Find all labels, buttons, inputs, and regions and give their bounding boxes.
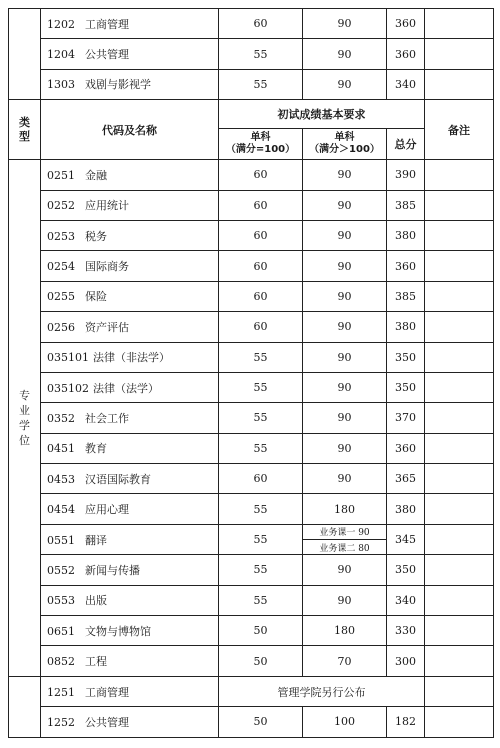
remarks-cell (425, 676, 494, 706)
single-score-over-100-cell: 90 (303, 190, 387, 220)
single-score-over-100-cell: 90 (303, 403, 387, 433)
table-row (9, 464, 494, 494)
code-name-cell (41, 9, 219, 39)
program-name: 戏剧与影视学 (85, 78, 151, 92)
code-name-cell (41, 524, 219, 554)
single-score-over-100-header-subtitle: （满分＞100） (309, 144, 380, 156)
single-score-over-100-cell: 90 (303, 160, 387, 190)
total-score-cell: 380 (387, 494, 425, 524)
program-code: 0651 (47, 624, 75, 638)
code-name-cell (41, 676, 219, 706)
type-header-text: 类型 (19, 115, 30, 143)
table-row (9, 312, 494, 342)
remarks-header: 备注 (425, 100, 494, 160)
table-row (9, 494, 494, 524)
total-score-cell: 340 (387, 585, 425, 615)
single-score-cell: 55 (219, 524, 303, 554)
total-score-cell: 350 (387, 342, 425, 372)
program-code: 0454 (47, 503, 75, 517)
code-name-cell (41, 312, 219, 342)
single-score-cell: 60 (219, 251, 303, 281)
score-table-body (9, 9, 494, 738)
single-score-over-100-header-title: 单科 (334, 132, 355, 144)
single-score-cell: 55 (219, 403, 303, 433)
program-name: 法律（法学） (93, 381, 159, 395)
single-score-cell: 55 (219, 69, 303, 99)
category-cell (9, 160, 41, 677)
single-score-over-100-cell: 90 (303, 372, 387, 402)
split-score-cell (303, 524, 387, 554)
program-code: 0252 (47, 199, 75, 213)
single-score-cell: 55 (219, 39, 303, 69)
single-score-over-100-cell: 90 (303, 585, 387, 615)
single-score-cell: 55 (219, 372, 303, 402)
remarks-cell (425, 9, 494, 39)
single-score-over-100-cell: 90 (303, 251, 387, 281)
single-score-header-subtitle: （满分=100） (225, 144, 296, 156)
program-name: 教育 (85, 442, 107, 456)
code-name-cell (41, 494, 219, 524)
single-score-cell: 50 (219, 646, 303, 676)
remarks-cell (425, 646, 494, 676)
remarks-cell (425, 707, 494, 737)
table-row (9, 9, 494, 39)
table-row (9, 342, 494, 372)
table-row (9, 616, 494, 646)
remarks-cell (425, 494, 494, 524)
program-name: 应用心理 (85, 503, 129, 517)
table-row (9, 69, 494, 99)
remarks-cell (425, 372, 494, 402)
program-code: 1303 (47, 78, 75, 92)
program-code: 0255 (47, 290, 75, 304)
single-score-over-100-cell: 90 (303, 69, 387, 99)
single-score-header-title: 单科 (250, 132, 271, 144)
total-score-cell: 370 (387, 403, 425, 433)
remarks-cell (425, 616, 494, 646)
remarks-cell (425, 524, 494, 554)
program-code: 1251 (47, 685, 75, 699)
remarks-cell (425, 220, 494, 250)
table-row (9, 39, 494, 69)
program-name: 公共管理 (85, 48, 129, 62)
code-name-cell (41, 555, 219, 585)
total-score-cell: 360 (387, 9, 425, 39)
total-header: 总分 (387, 129, 425, 160)
single-score-cell: 60 (219, 190, 303, 220)
program-name: 税务 (85, 229, 107, 243)
program-code: 0352 (47, 411, 75, 425)
program-name: 金融 (85, 168, 107, 182)
total-score-cell: 360 (387, 433, 425, 463)
single-score-over-100-cell: 90 (303, 9, 387, 39)
remarks-cell (425, 403, 494, 433)
total-score-cell: 360 (387, 251, 425, 281)
total-score-cell: 350 (387, 372, 425, 402)
single-score-header (219, 129, 303, 160)
code-name-header: 代码及名称 (41, 100, 219, 160)
single-score-over-100-header (303, 129, 387, 160)
single-score-over-100-cell: 90 (303, 39, 387, 69)
program-name: 国际商务 (85, 260, 129, 274)
single-score-over-100-cell: 90 (303, 281, 387, 311)
program-code: 0852 (47, 655, 75, 669)
program-code: 0256 (47, 320, 75, 334)
announcement-cell: 管理学院另行公布 (219, 676, 425, 706)
category-label: 专业学位 (19, 388, 30, 447)
code-name-cell (41, 372, 219, 402)
code-name-cell (41, 342, 219, 372)
table-row (9, 676, 494, 706)
single-score-cell: 60 (219, 281, 303, 311)
remarks-cell (425, 555, 494, 585)
total-score-cell: 340 (387, 69, 425, 99)
total-score-cell: 182 (387, 707, 425, 737)
score-requirements-header: 初试成绩基本要求 (219, 100, 425, 129)
single-score-cell: 60 (219, 160, 303, 190)
single-score-over-100-cell: 90 (303, 464, 387, 494)
single-score-over-100-cell: 180 (303, 494, 387, 524)
code-name-cell (41, 69, 219, 99)
program-name: 工商管理 (85, 17, 129, 31)
single-score-over-100-cell: 90 (303, 312, 387, 342)
code-name-cell (41, 585, 219, 615)
course-two-score: 业务课二 80 (319, 543, 370, 554)
program-name: 翻译 (85, 533, 107, 547)
code-name-cell (41, 707, 219, 737)
total-score-cell: 365 (387, 464, 425, 494)
code-name-cell (41, 464, 219, 494)
code-name-cell (41, 39, 219, 69)
total-score-cell: 390 (387, 160, 425, 190)
remarks-cell (425, 312, 494, 342)
table-row (9, 524, 494, 554)
code-name-cell (41, 433, 219, 463)
single-score-over-100-cell: 70 (303, 646, 387, 676)
program-name: 资产评估 (85, 320, 129, 334)
total-score-cell: 385 (387, 190, 425, 220)
single-score-cell: 55 (219, 433, 303, 463)
program-code: 1204 (47, 48, 75, 62)
total-score-cell: 345 (387, 524, 425, 554)
table-row (9, 585, 494, 615)
single-score-cell: 55 (219, 494, 303, 524)
total-score-cell: 380 (387, 220, 425, 250)
table-row (9, 372, 494, 402)
program-name: 出版 (85, 594, 107, 608)
program-code: 0253 (47, 229, 75, 243)
type-cell-blank (9, 676, 41, 737)
total-score-cell: 300 (387, 646, 425, 676)
single-score-cell: 55 (219, 555, 303, 585)
program-name: 工商管理 (85, 685, 129, 699)
remarks-cell (425, 251, 494, 281)
program-code: 1252 (47, 715, 75, 729)
remarks-cell (425, 342, 494, 372)
single-score-cell: 60 (219, 312, 303, 342)
single-score-over-100-cell: 90 (303, 433, 387, 463)
program-code: 035102 (47, 381, 89, 395)
course-one-score: 业务课一 90 (303, 525, 386, 540)
table-row (9, 707, 494, 737)
single-score-cell: 55 (219, 342, 303, 372)
table-row (9, 433, 494, 463)
code-name-cell (41, 646, 219, 676)
single-score-over-100-cell: 90 (303, 555, 387, 585)
program-name: 文物与博物馆 (85, 624, 151, 638)
single-score-cell: 50 (219, 616, 303, 646)
code-name-cell (41, 403, 219, 433)
program-code: 035101 (47, 351, 89, 365)
single-score-cell: 50 (219, 707, 303, 737)
program-code: 0251 (47, 168, 75, 182)
remarks-cell (425, 585, 494, 615)
program-code: 0553 (47, 594, 75, 608)
code-name-cell (41, 616, 219, 646)
program-code: 0551 (47, 533, 75, 547)
table-row (9, 281, 494, 311)
program-code: 0453 (47, 472, 75, 486)
program-name: 工程 (85, 655, 107, 669)
remarks-cell (425, 281, 494, 311)
single-score-cell: 55 (219, 585, 303, 615)
single-score-cell: 60 (219, 464, 303, 494)
table-row (9, 555, 494, 585)
total-score-cell: 350 (387, 555, 425, 585)
remarks-cell (425, 160, 494, 190)
total-score-cell: 330 (387, 616, 425, 646)
total-score-cell: 385 (387, 281, 425, 311)
single-score-over-100-cell: 90 (303, 342, 387, 372)
table-row (9, 160, 494, 190)
code-name-cell (41, 281, 219, 311)
remarks-cell (425, 190, 494, 220)
table-row (9, 190, 494, 220)
remarks-cell (425, 433, 494, 463)
single-score-over-100-cell: 90 (303, 220, 387, 250)
single-score-cell: 60 (219, 220, 303, 250)
program-code: 0552 (47, 563, 75, 577)
type-header (9, 100, 41, 160)
single-score-cell: 60 (219, 9, 303, 39)
program-name: 新闻与传播 (85, 563, 140, 577)
remarks-cell (425, 69, 494, 99)
score-table (8, 8, 494, 738)
program-code: 1202 (47, 17, 75, 31)
table-row (9, 403, 494, 433)
single-score-over-100-cell: 180 (303, 616, 387, 646)
code-name-cell (41, 220, 219, 250)
single-score-over-100-cell: 100 (303, 707, 387, 737)
remarks-cell (425, 39, 494, 69)
program-code: 0254 (47, 260, 75, 274)
code-name-cell (41, 160, 219, 190)
program-name: 公共管理 (85, 715, 129, 729)
total-score-cell: 360 (387, 39, 425, 69)
remarks-cell (425, 464, 494, 494)
table-row (9, 646, 494, 676)
table-row (9, 220, 494, 250)
code-name-cell (41, 190, 219, 220)
program-name: 保险 (85, 290, 107, 304)
program-name: 应用统计 (85, 199, 129, 213)
program-name: 法律（非法学） (93, 351, 170, 365)
table-row (9, 251, 494, 281)
code-name-cell (41, 251, 219, 281)
program-name: 汉语国际教育 (85, 472, 151, 486)
type-cell-blank (9, 9, 41, 100)
header-row (9, 100, 494, 129)
program-name: 社会工作 (85, 411, 129, 425)
total-score-cell: 380 (387, 312, 425, 342)
program-code: 0451 (47, 442, 75, 456)
